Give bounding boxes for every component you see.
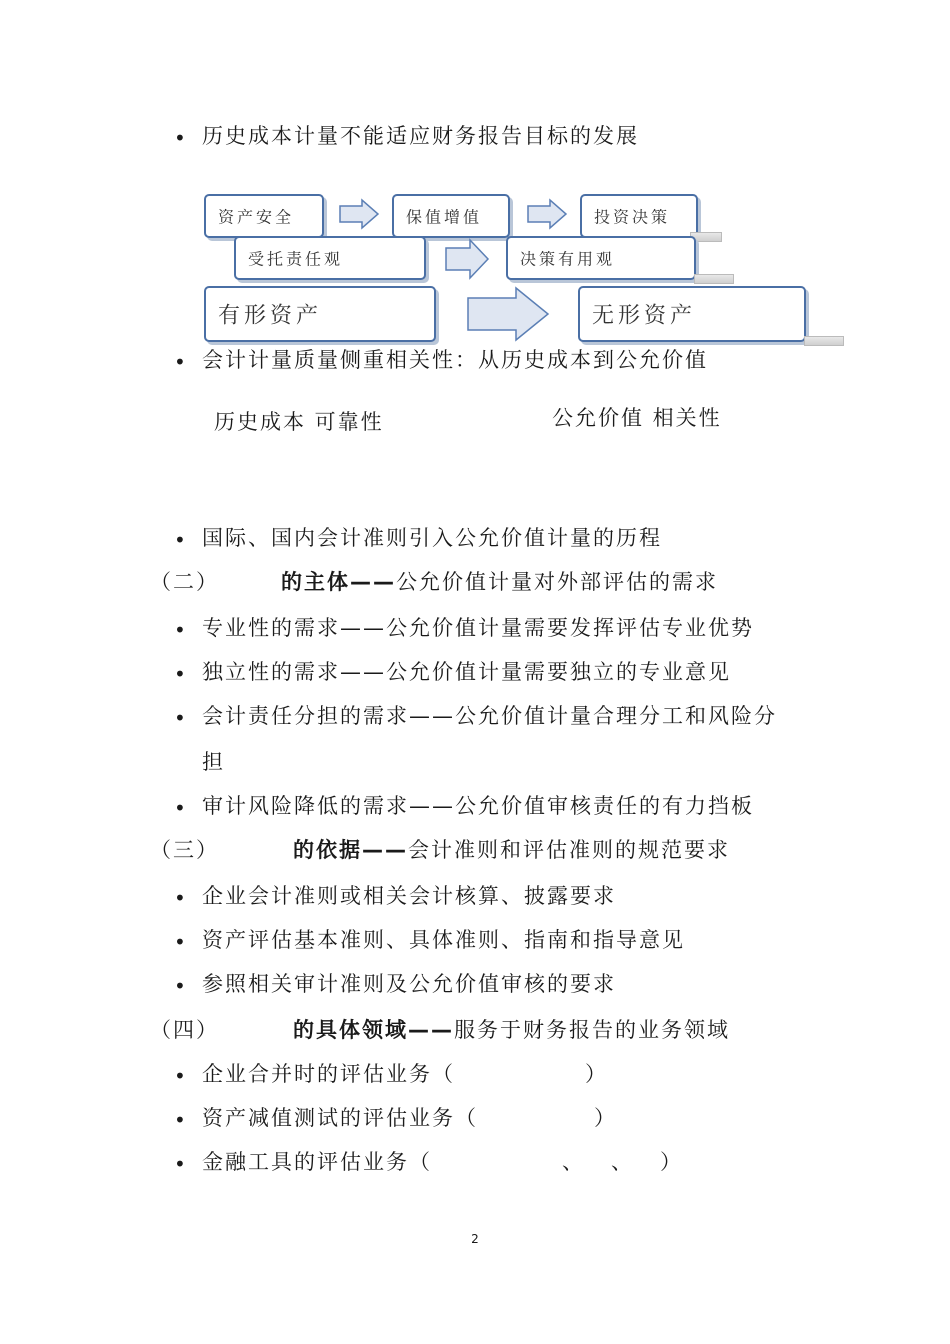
bullet-dot: • [174,1108,186,1132]
bullet-dot: • [174,930,186,954]
arrow-right-icon [466,286,550,342]
bullet-dot: • [174,662,186,686]
bullet-text-5: 独立性的需求——公允价值计量需要独立的专业意见 [202,660,731,684]
text-part: 、 [562,1150,585,1174]
bullet-text-4: 专业性的需求——公允价值计量需要发挥评估专业优势 [202,616,754,640]
text-part: 金融工具的评估业务（ [202,1150,432,1174]
text-part: 资产减值测试的评估业务（ [202,1106,478,1130]
box-label: 投资决策 [594,207,671,227]
compare-left: 历史成本 可靠性 [214,410,384,434]
compare-right: 公允价值 相关性 [552,406,722,430]
box-value-preservation [392,194,510,238]
text-part: 企业合并时的评估业务（ [202,1062,455,1086]
bullet-text-10: 参照相关审计准则及公允价值审核的要求 [202,972,616,996]
heading-number: （二） [150,570,219,594]
arrow-right-icon [444,238,490,280]
bullet-text-8: 企业会计准则或相关会计核算、披露要求 [202,884,616,908]
heading-number: （三） [150,838,219,862]
bullet-dot: • [174,706,186,730]
bullet-text-2: 会计计量质量侧重相关性：从历史成本到公允价值 [202,348,708,372]
bullet-text-12 [202,1104,617,1132]
bullet-dot: • [174,618,186,642]
bullet-text-6-continued: 担 [202,750,225,774]
heading-text: 公允价值计量对外部评估的需求 [396,570,718,594]
heading-number: （四） [150,1018,219,1042]
box-tangible-assets [204,286,436,342]
bullet-text-9: 资产评估基本准则、具体准则、指南和指导意见 [202,928,685,952]
text-part: ） [585,1062,608,1086]
bullet-dot: • [174,1152,186,1176]
heading-bold: 的主体—— [281,570,396,594]
section-heading-4 [150,1016,730,1044]
box-investment-decision [580,194,698,238]
page-number: 2 [471,1232,479,1246]
section-heading-2 [150,568,718,596]
box-asset-safety [204,194,324,238]
box-label: 无形资产 [592,303,697,329]
bullet-text-1: 历史成本计量不能适应财务报告目标的发展 [202,124,639,148]
text-part: ） [594,1106,617,1130]
bullet-dot: • [174,886,186,910]
section-heading-3 [150,836,730,864]
box-label: 决策有用观 [520,249,616,269]
bullet-dot: • [174,528,186,552]
text-part: ） [660,1150,683,1174]
bullet-text-6: 会计责任分担的需求——公允价值计量合理分工和风险分 [202,704,777,728]
arrow-right-icon [338,198,380,230]
bullet-text-13 [202,1148,683,1176]
arrow-right-icon [526,198,568,230]
bullet-dot: • [174,974,186,998]
bullet-text-11 [202,1060,608,1088]
box-label: 资产安全 [218,207,295,227]
bullet-dot: • [174,1064,186,1088]
bullet-dot: • [174,126,186,150]
box-label: 受托责任观 [248,249,344,269]
box-decision-usefulness-view [506,236,696,280]
bullet-text-7: 审计风险降低的需求——公允价值审核责任的有力挡板 [202,794,754,818]
bullet-dot: • [174,350,186,374]
box-label: 保值增值 [406,207,483,227]
text-part: 、 [611,1150,634,1174]
bullet-dot: • [174,796,186,820]
bullet-text-3: 国际、国内会计准则引入公允价值计量的历程 [202,526,662,550]
box-stewardship-view [234,236,426,280]
box-intangible-assets [578,286,806,342]
heading-bold: 的具体领域—— [293,1018,454,1042]
box-label: 有形资产 [218,303,323,329]
heading-text: 服务于财务报告的业务领域 [454,1018,730,1042]
heading-bold: 的依据—— [293,838,408,862]
heading-text: 会计准则和评估准则的规范要求 [408,838,730,862]
